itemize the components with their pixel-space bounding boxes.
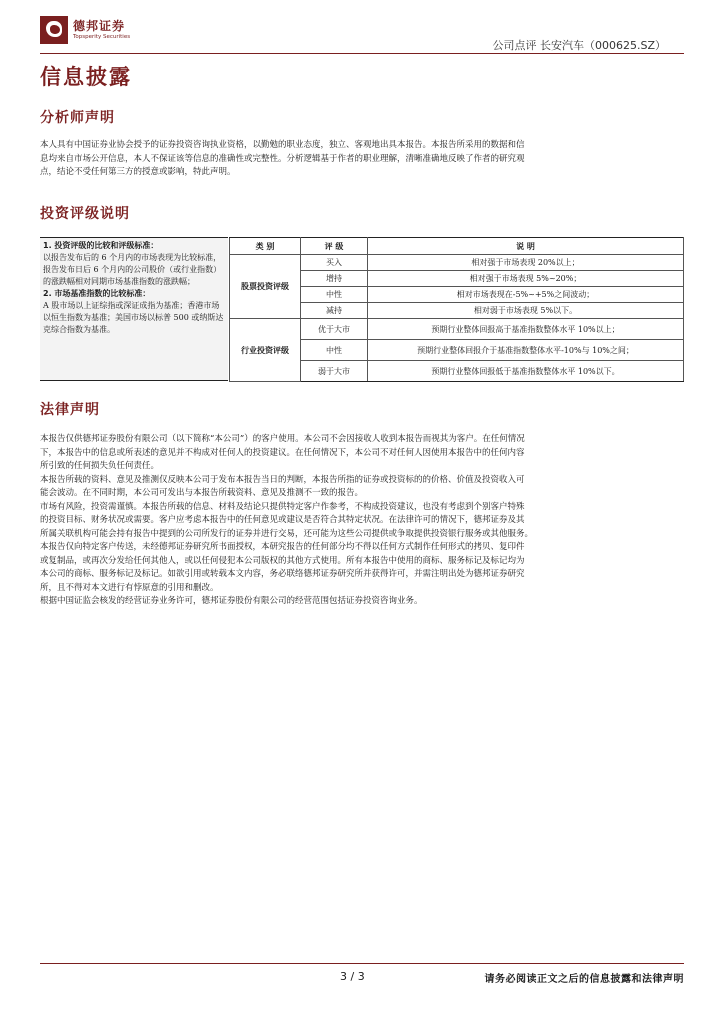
table-row bbox=[230, 255, 684, 271]
rating-description: 相对弱于市场表现 5%以下。 bbox=[368, 303, 684, 319]
legal-line: 能会波动。在不同时期，本公司可发出与本报告所载资料、意见及推测不一致的报告。 bbox=[40, 488, 364, 498]
rating-block bbox=[40, 237, 684, 381]
rating-section-title: 投资评级说明 bbox=[40, 206, 130, 222]
rating-description: 相对强于市场表现 5%~20%； bbox=[368, 271, 684, 287]
rating-description: 预期行业整体回报高于基准指数整体水平 10%以上； bbox=[368, 319, 684, 340]
legal-line: 所引致的任何损失负任何责任。 bbox=[40, 461, 160, 471]
rating-grade: 中性 bbox=[301, 340, 368, 361]
rating-description: 预期行业整体回报低于基准指数整体水平 10%以下。 bbox=[368, 361, 684, 382]
rating-description: 相对市场表现在-5%~+5%之间波动； bbox=[368, 287, 684, 303]
legal-line: 所，且不得对本文进行有悖原意的引用和删改。 bbox=[40, 582, 219, 593]
criteria-text-2: A 股市场以上证综指或深证成指为基准；香港市场以恒生指数为基准；美国市场以标普 500 或纳斯达克综合指数为基准。 bbox=[43, 301, 224, 334]
logo-emblem-icon bbox=[40, 16, 68, 44]
table-row bbox=[230, 319, 684, 340]
footer-disclaimer-note: 请务必阅读正文之后的信息披露和法律声明 bbox=[484, 974, 684, 985]
legal-statement bbox=[40, 433, 684, 609]
criteria-heading-2: 2. 市场基准指数的比较标准： bbox=[43, 289, 151, 298]
header-divider bbox=[40, 53, 684, 54]
criteria-heading-1: 1. 投资评级的比较和评级标准： bbox=[43, 241, 159, 250]
analyst-line: 息均来自市场公开信息，本人不保证该等信息的准确性或完整性。分析逻辑基于作者的职业理解，清晰准确地反映了作者的研究观 bbox=[40, 153, 525, 164]
header-grade: 评 级 bbox=[301, 238, 368, 255]
legal-line: 根据中国证监会核发的经营证券业务许可，德邦证券股份有限公司的经营范围包括证券投资咨询业务。 bbox=[40, 596, 423, 606]
header-description: 说 明 bbox=[368, 238, 684, 255]
logo-name: 德邦证券 bbox=[73, 19, 126, 33]
rating-description: 相对强于市场表现 20%以上； bbox=[368, 255, 684, 271]
rating-grade: 买入 bbox=[301, 255, 368, 271]
legal-line: 本报告所载的资料、意见及推测仅反映本公司于发布本报告当日的判断，本报告所指的证券或投资标的的价格、价值及投资收入可 bbox=[40, 474, 525, 485]
company-logo bbox=[40, 14, 170, 48]
analyst-line: 点，结论不受任何第三方的授意或影响，特此声明。 bbox=[40, 167, 236, 177]
report-header: 公司点评 长安汽车（000625.SZ） bbox=[492, 39, 666, 52]
page-number: 3 / 3 bbox=[340, 970, 365, 983]
stock-rating-category: 股票投资评级 bbox=[230, 255, 301, 319]
legal-line: 本报告仅供德邦证券股份有限公司（以下简称“本公司”）的客户使用。本公司不会因接收人收到本报告而视其为客户。在任何情况 bbox=[40, 434, 525, 444]
legal-line: 本公司的商标、服务标记及标记。如欲引用或转载本文内容，务必联络德邦证券研究所并获得许可，并需注明出处为德邦证券研究 bbox=[40, 569, 525, 579]
industry-rating-category: 行业投资评级 bbox=[230, 319, 301, 382]
analyst-line: 本人具有中国证券业协会授予的证券投资咨询执业资格，以勤勉的职业态度，独立、客观地出具本报告。本报告所采用的数据和信 bbox=[40, 140, 525, 150]
rating-grade: 弱于大市 bbox=[301, 361, 368, 382]
footer-divider bbox=[40, 963, 684, 964]
rating-description: 预期行业整体回报介于基准指数整体水平-10%与 10%之间； bbox=[368, 340, 684, 361]
legal-section-title: 法律声明 bbox=[40, 402, 100, 418]
analyst-statement bbox=[40, 139, 684, 180]
rating-table bbox=[229, 237, 684, 382]
analyst-section-title: 分析师声明 bbox=[40, 110, 115, 126]
legal-line: 的投资目标、财务状况或需要。客户应考虑本报告中的任何意见或建议是否符合其特定状况。在法律许可的情况下，德邦证券及其 bbox=[40, 515, 525, 525]
page-title: 信息披露 bbox=[40, 64, 132, 89]
header-category: 类 别 bbox=[230, 238, 301, 255]
legal-line: 或复制品，或再次分发给任何其他人，或以任何侵犯本公司版权的其他方式使用。所有本报告中使用的商标、服务标记及标记均为 bbox=[40, 555, 525, 566]
criteria-text-1: 以报告发布后的 6 个月内的市场表现为比较标准，报告发布日后 6 个月内的公司股价（或行业指数）的涨跌幅相对同期市场基准指数的涨跌幅； bbox=[43, 253, 222, 286]
rating-criteria-box bbox=[40, 237, 228, 381]
table-header-row bbox=[230, 238, 684, 255]
legal-line: 本报告仅向特定客户传送，未经德邦证券研究所书面授权，本研究报告的任何部分均不得以任何方式制作任何形式的拷贝、复印件 bbox=[40, 542, 525, 552]
rating-grade: 优于大市 bbox=[301, 319, 368, 340]
legal-line: 下，本报告中的信息或所表述的意见并不构成对任何人的投资建议。在任何情况下，本公司不对任何人因使用本报告中的任何内容 bbox=[40, 447, 525, 458]
rating-grade: 增持 bbox=[301, 271, 368, 287]
legal-line: 所属关联机构可能会持有报告中提到的公司所发行的证券并进行交易，还可能为这些公司提供或争取提供投资银行服务或其他服务。 bbox=[40, 528, 534, 539]
legal-line: 市场有风险，投资需谨慎。本报告所载的信息、材料及结论只提供特定客户作参考，不构成投资建议，也没有考虑到个别客户特殊 bbox=[40, 501, 525, 512]
logo-tagline: Topsperity Securities bbox=[73, 34, 131, 40]
rating-grade: 中性 bbox=[301, 287, 368, 303]
rating-grade: 减持 bbox=[301, 303, 368, 319]
